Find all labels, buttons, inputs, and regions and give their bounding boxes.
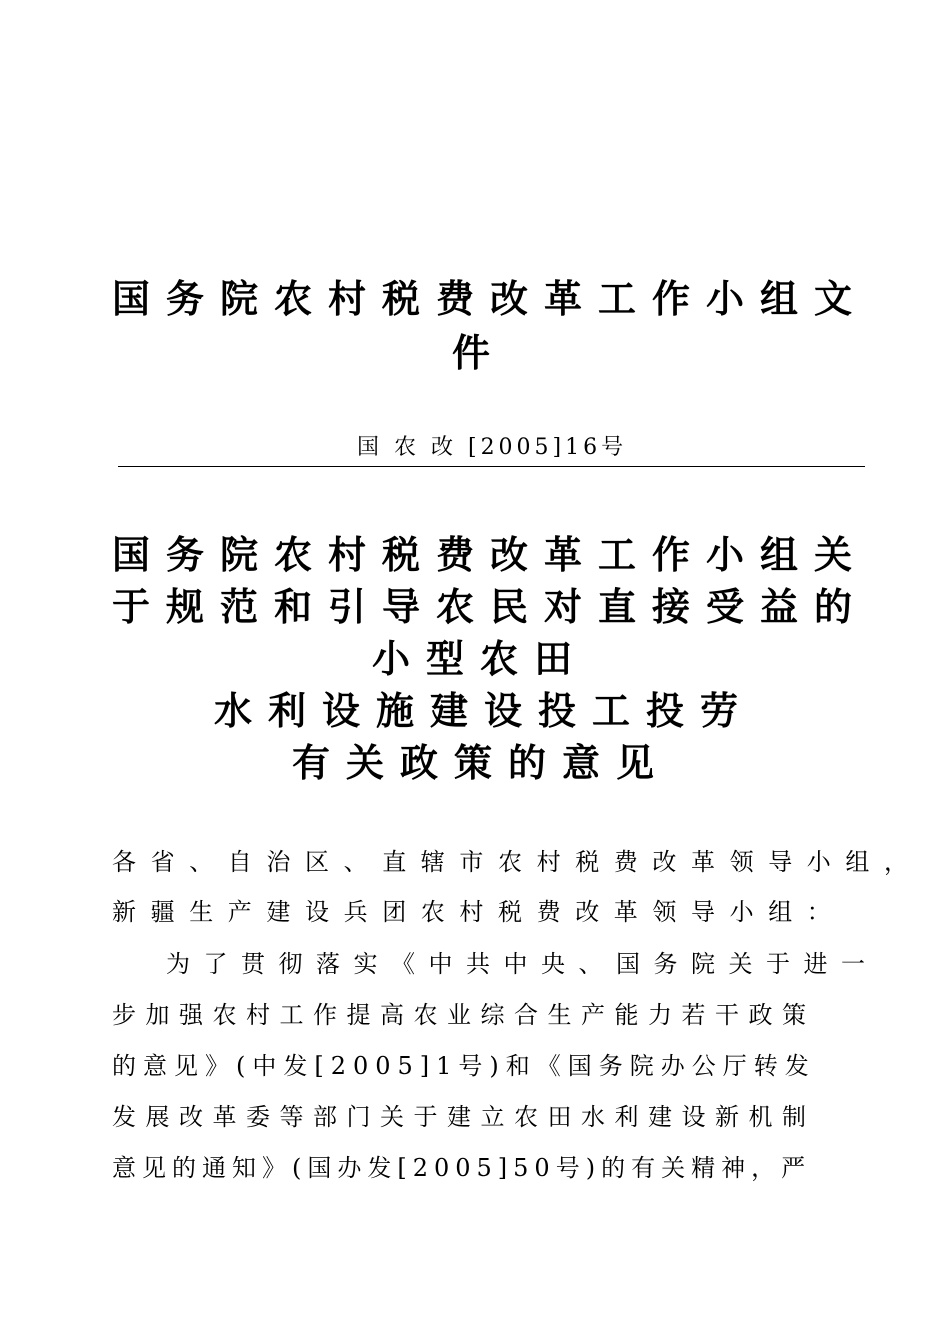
- body-line-2: 新疆生产建设兵团农村税费改革领导小组：: [112, 898, 846, 926]
- body-line-1: 各省、自治区、直辖市农村税费改革领导小组，: [112, 848, 923, 876]
- header-divider: [118, 466, 865, 467]
- header-title-line-1: 国务院农村税费改革工作小组文: [112, 277, 869, 321]
- body-line-4: 步加强农村工作提高农业综合生产能力若干政策: [112, 1001, 816, 1029]
- body-line-3: 为了贯彻落实《中共中央、国务院关于进一: [166, 950, 879, 978]
- header-title-line-2: 件: [452, 331, 507, 375]
- document-title-line-4: 水利设施建设投工投劳: [214, 689, 755, 733]
- document-title-line-3: 小型农田: [372, 637, 589, 681]
- document-title-line-1: 国务院农村税费改革工作小组关: [112, 533, 869, 577]
- body-line-6: 发展改革委等部门关于建立农田水利建设新机制: [112, 1103, 816, 1131]
- document-number: 国 农 改 [2005]16号: [357, 435, 628, 460]
- document-title-line-2: 于规范和引导农民对直接受益的: [112, 585, 869, 629]
- body-line-7: 意见的通知》(国办发[2005]50号)的有关精神，严: [112, 1154, 812, 1182]
- document-title-line-5: 有关政策的意见: [292, 741, 671, 785]
- body-line-5: 的意见》(中发[2005]1号)和《国务院办公厅转发: [112, 1052, 816, 1080]
